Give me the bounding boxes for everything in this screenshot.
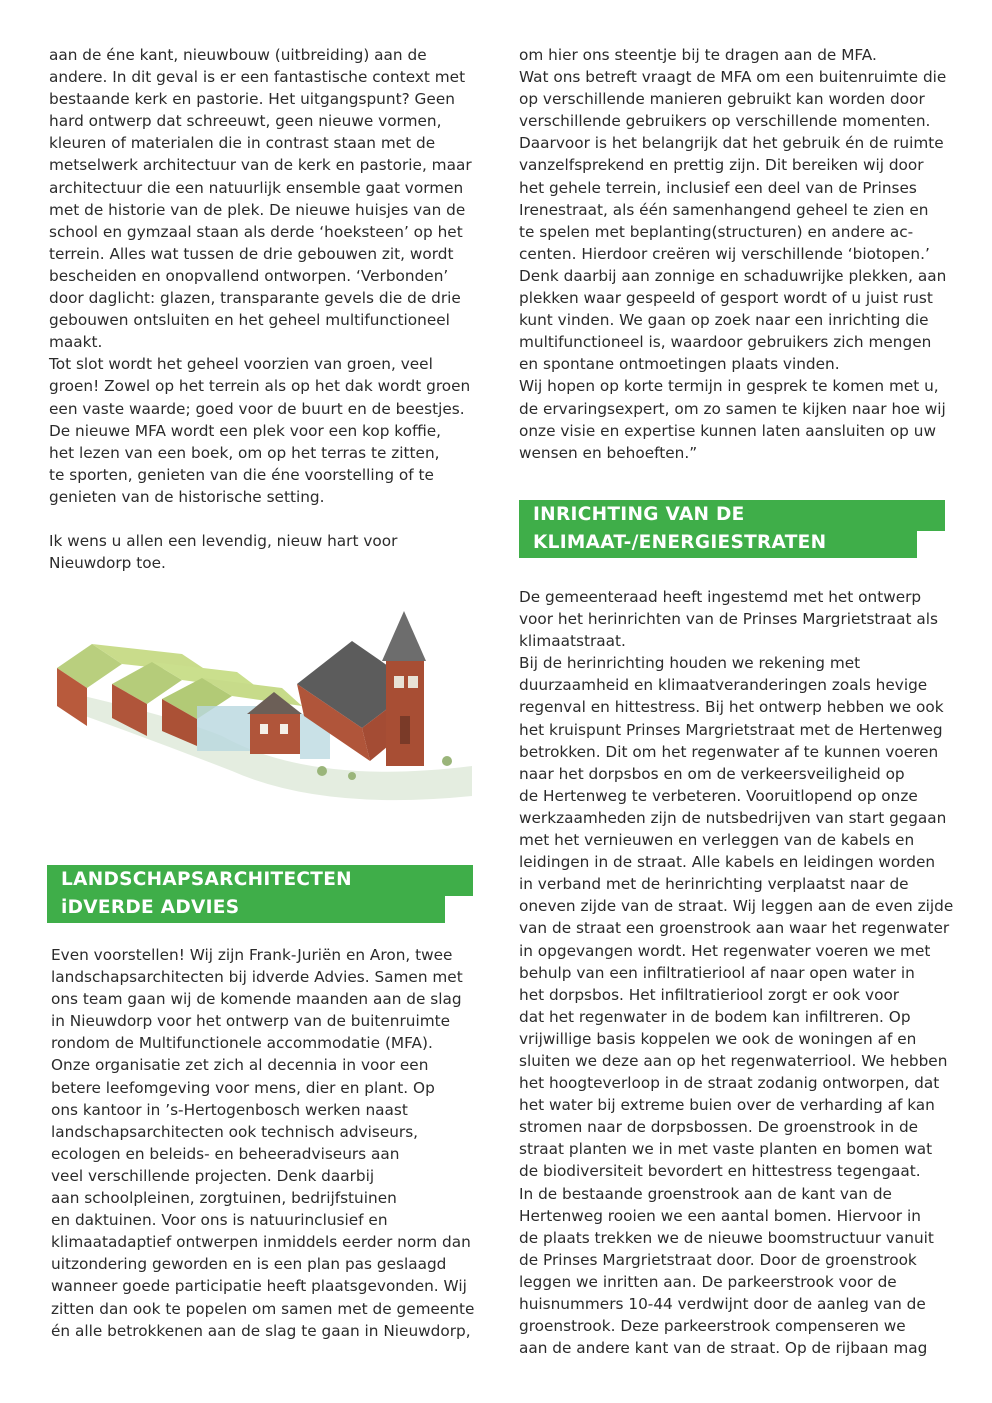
text-line: met de historie van de plek. De nieuwe huisjes van de	[49, 200, 466, 219]
text-line: en spontane ontmoetingen plaats vinden.	[519, 355, 840, 374]
text-line: metselwerk architectuur van de kerk en pastorie, maar	[49, 156, 472, 175]
text-line: De nieuwe MFA wordt een plek voor een kop koffie,	[49, 421, 442, 440]
text-line: vrijwillige basis koppelen we ook de woningen af en	[519, 1029, 917, 1048]
text-line: de ervaringsexpert, om zo samen te kijken naar hoe wij	[519, 399, 946, 418]
text-line: en daktuinen. Voor ons is natuurinclusief en	[51, 1211, 388, 1230]
text-line: Wij hopen op korte termijn in gesprek te komen met u,	[519, 377, 939, 396]
text-line: terrein. Alles wat tussen de drie gebouwen zit, wordt	[49, 244, 454, 263]
heading-line-2: KLIMAAT-/ENERGIESTRATEN	[533, 532, 827, 553]
text-line: kunt vinden. We gaan op zoek naar een inrichting die	[519, 311, 929, 330]
text-line: Daarvoor is het belangrijk dat het gebruik én de ruimte	[519, 134, 944, 153]
text-line: door daglicht: glazen, transparante gevels die de drie	[49, 289, 461, 308]
text-line: groen! Zowel op het terrein als op het dak wordt groen	[49, 377, 471, 396]
text-line: leidingen in de straat. Alle kabels en leidingen worden	[519, 853, 936, 872]
text-line: plekken waar gespeeld of gesport wordt of u juist rust	[519, 289, 933, 308]
text-line: het gehele terrein, inclusief een deel van de Prinses	[519, 178, 917, 197]
text-line: centen. Hierdoor creëren wij verschillende ‘biotopen.’	[519, 244, 930, 263]
text-line: kleuren of materialen die in contrast staan met de	[49, 134, 436, 153]
klimaatstraat-paragraph	[519, 586, 953, 1359]
text-line: maakt.	[49, 333, 103, 352]
text-line: de biodiversiteit bevordert en hittestress tegengaat.	[519, 1162, 921, 1181]
left-column	[49, 44, 477, 574]
text-line: in Nieuwdorp voor het ontwerp van de buitenruimte	[51, 1012, 451, 1031]
heading-klimaatstraten	[519, 500, 945, 560]
text-line: de plaats trekken we de nieuwe boomstructuur vanuit	[519, 1228, 934, 1247]
text-line: Onze organisatie zet zich al decennia in voor een	[51, 1056, 429, 1075]
text-line: bestaande kerk en pastorie. Het uitgangspunt? Geen	[49, 90, 455, 109]
text-line: onze visie en expertise kunnen laten aansluiten op uw	[519, 421, 936, 440]
text-line: ons team gaan wij de komende maanden aan de slag	[51, 990, 462, 1009]
text-line: voor het herinrichten van de Prinses Margrietstraat als	[519, 610, 938, 629]
text-line: klimaatstraat.	[519, 632, 626, 651]
text-line: op verschillende manieren gebruikt kan worden door	[519, 90, 925, 109]
text-line: een vaste waarde; goed voor de buurt en de beestjes.	[49, 399, 465, 418]
text-line: werkzaamheden zijn de nutsbedrijven van start gegaan	[519, 808, 947, 827]
text-line: het water bij extreme buien over de verharding af kan	[519, 1096, 935, 1115]
idverde-paragraph	[51, 944, 474, 1342]
text-line: aan de éne kant, nieuwbouw (uitbreiding) aan de	[49, 46, 427, 64]
heading-line-1: LANDSCHAPSARCHITECTEN	[61, 869, 352, 890]
text-line: aan schoolpleinen, zorgtuinen, bedrijfstuinen	[51, 1189, 397, 1208]
text-line: Even voorstellen! Wij zijn Frank-Juriën en Aron, twee	[51, 946, 453, 964]
heading-landschapsarchitecten	[47, 865, 473, 925]
text-line: groenstrook. Deze parkeerstrook compenseren we	[519, 1317, 906, 1336]
text-line: huisnummers 10-44 verdwijnt door de aanleg van de	[519, 1295, 926, 1313]
text-line: in opgevangen wordt. Het regenwater voeren we met	[519, 941, 931, 960]
text-line: in verband met de herinrichting verplaatst naar de	[519, 875, 909, 894]
text-line: verschillende gebruikers op verschillende momenten.	[519, 112, 931, 131]
text-line: regenval en hittestress. Bij het ontwerp hebben we ook	[519, 698, 944, 717]
text-line: van de straat een groenstrook aan waar het regenwater	[519, 919, 950, 938]
text-line: Bij de herinrichting houden we rekening met	[519, 654, 861, 673]
text-line: landschapsarchitecten ook technisch adviseurs,	[51, 1122, 419, 1141]
mfa-continuation-paragraph	[519, 44, 946, 464]
text-line: oneven zijde van de straat. Wij leggen aan de even zijde	[519, 897, 954, 916]
text-line: sluiten we deze aan op het regenwaterriool. We hebben	[519, 1051, 948, 1070]
text-line: architectuur die een natuurlijk ensemble gaat vormen	[49, 178, 464, 197]
text-line: hard ontwerp dat schreeuwt, geen nieuwe vormen,	[49, 112, 442, 131]
text-line: het hoogteverloop in de straat zodanig ontworpen, dat	[519, 1074, 940, 1093]
text-line: school en gymzaal staan als derde ‘hoeksteen’ op het	[49, 222, 463, 241]
text-line: de Hertenweg te verbeteren. Vooruitlopend op onze	[519, 786, 918, 805]
text-line: Nieuwdorp toe.	[49, 554, 166, 573]
text-line: Irenestraat, als één samenhangend geheel te zien en	[519, 200, 929, 219]
text-line: uitzondering geworden en is een plan pas geslaagd	[51, 1255, 447, 1274]
text-line: vanzelfsprekend en prettig zijn. Dit bereiken wij door	[519, 156, 924, 175]
text-line: te sporten, genieten van die éne voorstelling of te	[49, 465, 434, 484]
text-line: én alle betrokkenen aan de slag te gaan in Nieuwdorp,	[51, 1321, 471, 1340]
text-line: Tot slot wordt het geheel voorzien van groen, veel	[49, 355, 433, 374]
text-line: behulp van een infiltratieriool af naar open water in	[519, 963, 915, 982]
text-line: leggen we inritten aan. De parkeerstrook voor de	[519, 1272, 897, 1291]
text-line: betrokken. Dit om het regenwater af te kunnen voeren	[519, 742, 939, 761]
text-line: het lezen van een boek, om op het terras te zitten,	[49, 443, 440, 462]
text-line: het dorpsbos. Het infiltratieriool zorgt er ook voor	[519, 985, 900, 1004]
text-line: andere. In dit geval is er een fantastische context met	[49, 68, 466, 87]
closing-paragraph	[49, 530, 477, 574]
text-line: zitten dan ook te popelen om samen met de gemeente	[51, 1299, 475, 1318]
text-line: landschapsarchitecten bij idverde Advies. Samen met	[51, 968, 463, 987]
text-line: naar het dorpsbos en om de verkeersveiligheid op	[519, 764, 905, 783]
text-line: duurzaamheid en klimaatveranderingen zoals hevige	[519, 676, 928, 695]
text-line: met het vernieuwen en verleggen van de kabels en	[519, 831, 915, 850]
text-line: aan de andere kant van de straat. Op de rijbaan mag	[519, 1339, 928, 1358]
text-line: multifunctioneel is, waardoor gebruikers zich mengen	[519, 333, 932, 352]
text-line: te spelen met beplanting(structuren) en andere ac-	[519, 222, 914, 241]
text-line: Ik wens u allen een levendig, nieuw hart voor	[49, 531, 398, 550]
text-line: In de bestaande groenstrook aan de kant van de	[519, 1184, 892, 1203]
text-line: wensen en behoeften.”	[519, 443, 698, 462]
text-line: genieten van de historische setting.	[49, 487, 325, 506]
text-line: Wat ons betreft vraagt de MFA om een buitenruimte die	[519, 68, 947, 87]
text-line: het kruispunt Prinses Margrietstraat met de Hertenweg	[519, 720, 943, 739]
text-line: De gemeenteraad heeft ingestemd met het ontwerp	[519, 588, 922, 606]
text-line: veel verschillende projecten. Denk daarbij	[51, 1166, 375, 1185]
text-line: gebouwen ontsluiten en het geheel multifunctioneel	[49, 311, 450, 330]
text-line: de Prinses Margrietstraat door. Door de groenstrook	[519, 1250, 917, 1269]
text-line: bescheiden en onopvallend ontworpen. ‘Verbonden’	[49, 266, 449, 285]
text-line: klimaatadaptief ontwerpen inmiddels eerder norm dan	[51, 1233, 471, 1252]
text-line: Denk daarbij aan zonnige en schaduwrijke plekken, aan	[519, 266, 947, 285]
text-line: betere leefomgeving voor mens, dier en plant. Op	[51, 1078, 435, 1097]
text-line: straat planten we in met vaste planten en bomen wat	[519, 1140, 933, 1159]
text-line: stromen naar de dorpsbossen. De groenstrook in de	[519, 1118, 919, 1137]
text-line: om hier ons steentje bij te dragen aan de MFA.	[519, 46, 877, 64]
text-line: wanneer goede participatie heeft plaatsgevonden. Wij	[51, 1277, 467, 1296]
text-line: ons kantoor in ’s-Hertogenbosch werken naast	[51, 1100, 408, 1119]
mfa-illustration	[52, 596, 472, 811]
text-line: Hertenweg rooien we een aantal bomen. Hiervoor in	[519, 1206, 921, 1225]
text-line: rondom de Multifunctionele accommodatie (MFA).	[51, 1034, 433, 1053]
heading-line-2: iDVERDE ADVIES	[61, 897, 240, 918]
intro-paragraph	[49, 44, 477, 508]
text-line: dat het regenwater in de bodem kan infiltreren. Op	[519, 1007, 911, 1026]
heading-line-1: INRICHTING VAN DE	[533, 504, 745, 525]
text-line: ecologen en beleids- en beheeradviseurs aan	[51, 1144, 400, 1163]
